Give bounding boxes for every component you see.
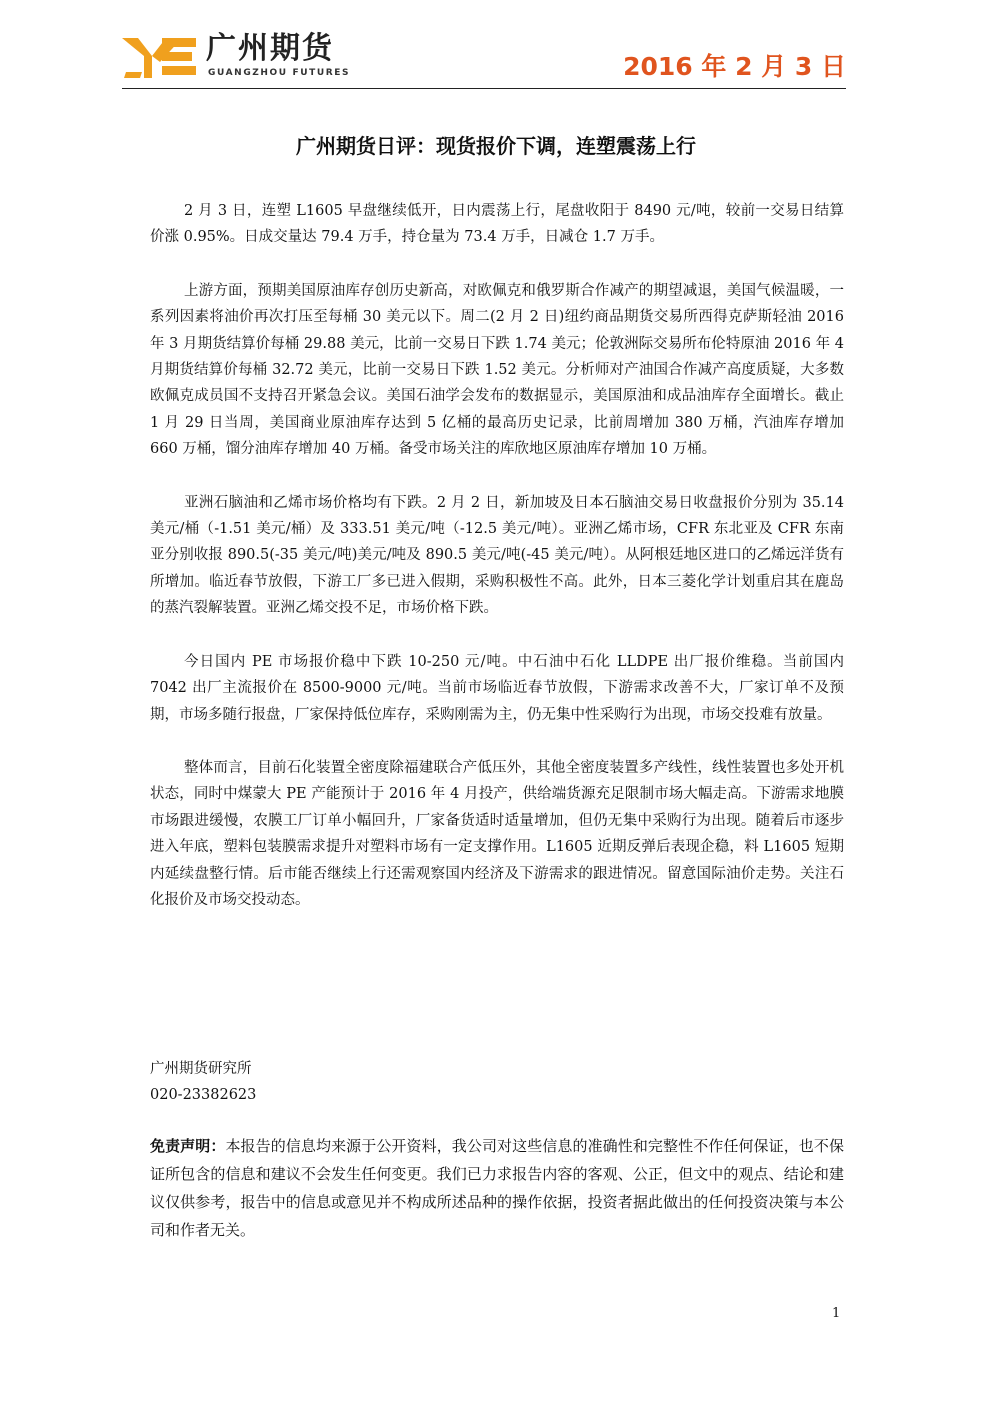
disclaimer (150, 1132, 844, 1244)
paragraph-market-summary: 2 月 3 日，连塑 L1605 早盘继续低开，日内震荡上行，尾盘收阳于 8490 元/吨，较前一交易日结算价涨 0.95%。日成交量达 79.4 万手，持仓量为 73.4 万手，日减仓 1.7 万手。 (150, 203, 844, 246)
signature-org: 广州期货研究所 (150, 1061, 252, 1077)
paragraph-upstream-crude: 上游方面，预期美国原油库存创历史新高，对欧佩克和俄罗斯合作减产的期望减退，美国气候温暖，一系列因素将油价再次打压至每桶 30 美元以下。周二(2 月 2 日)纽约商品期货交易所西得克萨斯轻油 2016 年 3 月期货结算价每桶 29.88 美元，比前一交易日下跌 1.74 美元；伦敦洲际交易所布伦特原油 2016 年 4 月期货结算价每桶 32.72 美元，比前一交易日下跌 1.52 美元。分析师对产油国合作减产高度质疑，大多数欧佩克成员国不支持召开紧急会议。美国石油学会发布的数据显示，美国原油和成品油库存全面增长。截止 1 月 29 日当周，美国商业原油库存达到 5 亿桶的最高历史记录，比前周增加 380 万桶，汽油库存增加 660 万桶，馏分油库存增加 40 万桶。备受市场关注的库欣地区原油库存增加 10 万桶。 (150, 282, 844, 458)
page-number: 1 (832, 1306, 841, 1321)
logo-english-name: GUANGZHOU FUTURES (208, 68, 351, 78)
report-title: 广州期货日评：现货报价下调，连塑震荡上行 (296, 134, 696, 158)
disclaimer-label: 免责声明： (150, 1137, 226, 1155)
header-divider (122, 88, 846, 89)
page-header (122, 30, 846, 92)
paragraph-domestic-pe: 今日国内 PE 市场报价稳中下跌 10-250 元/吨。中石油中石化 LLDPE 出厂报价维稳。当前国内 7042 出厂主流报价在 8500-9000 元/吨。当前市场临近春节放假，下游需求改善不大，厂家订单不及预期，市场多随行报盘，厂家保持低位库存，采购刚需为主，仍无集中性采购行为出现，市场交投难有放量。 (150, 653, 844, 723)
signature-block (150, 1056, 256, 1108)
signature-phone: 020-23382623 (150, 1087, 257, 1103)
disclaimer-text: 本报告的信息均来源于公开资料，我公司对这些信息的准确性和完整性不作任何保证，也不保证所包含的信息和建议不会发生任何变更。我们已力求报告内容的客观、公正，但文中的观点、结论和建议仅供参考，报告中的信息或意见并不构成所述品种的操作依据，投资者据此做出的任何投资决策与本公司和作者无关。 (150, 1137, 844, 1239)
logo-chinese-name: 广州期货 (206, 31, 334, 66)
gzf-logo-icon (122, 32, 198, 80)
paragraph-outlook: 整体而言，目前石化装置全密度除福建联合产低压外，其他全密度装置多产线性，线性装置也多处开机状态，同时中煤蒙大 PE 产能预计于 2016 年 4 月投产，供给端货源充足限制市场大幅走高。下游需求地膜市场跟进缓慢，农膜工厂订单小幅回升，厂家备货适时适量增加，但仍无集中采购行为出现。随着后市逐步进入年底，塑料包装膜需求提升对塑料市场有一定支撑作用。L1605 近期反弹后表现企稳，料 L1605 短期内延续盘整行情。后市能否继续上行还需观察国内经济及下游需求的跟进情况。留意国际油价走势。关注石化报价及市场交投动态。 (150, 759, 844, 908)
company-logo (122, 30, 362, 82)
report-date: 2016 年 2 月 3 日 (623, 52, 846, 81)
paragraph-naphtha-ethylene: 亚洲石脑油和乙烯市场价格均有下跌。2 月 2 日，新加坡及日本石脑油交易日收盘报价分别为 35.14 美元/桶（-1.51 美元/桶）及 333.51 美元/吨（-12.5 美元/吨）。亚洲乙烯市场，CFR 东北亚及 CFR 东南亚分别收报 890.5(-35 美元/吨)美元/吨及 890.5 美元/吨(-45 美元/吨）。从阿根廷地区进口的乙烯远洋货有所增加。临近春节放假，下游工厂多已进入假期，采购积极性不高。此外，日本三菱化学计划重启其在鹿岛的蒸汽裂解装置。亚洲乙烯交投不足，市场价格下跌。 (150, 494, 844, 617)
report-body (150, 198, 844, 940)
